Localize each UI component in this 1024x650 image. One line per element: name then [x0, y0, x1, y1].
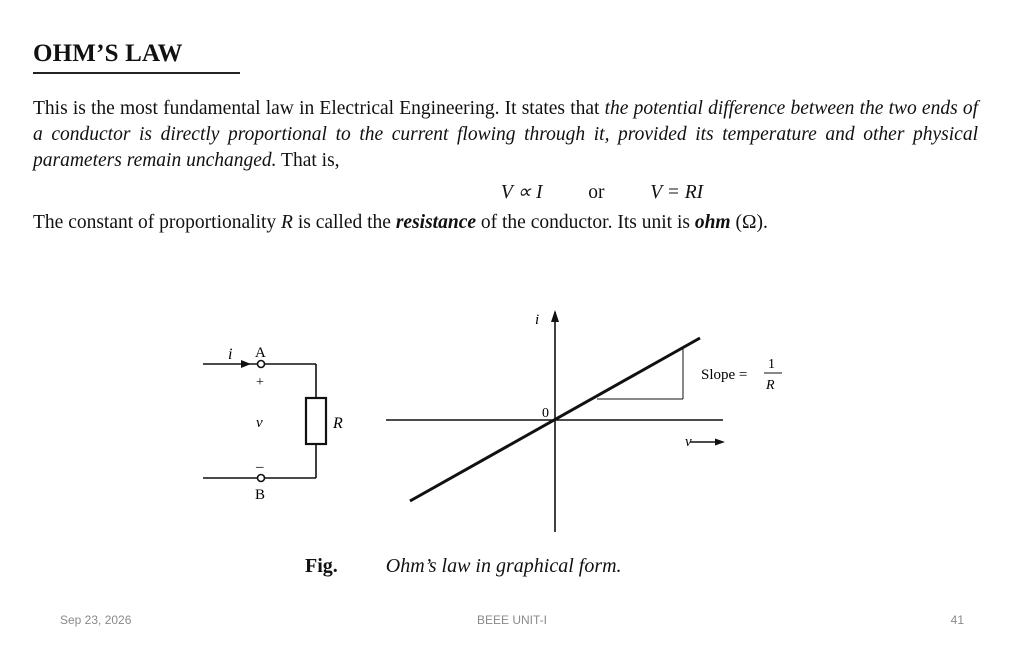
- y-axis-label: i: [535, 312, 540, 328]
- def-text-d: (Ω).: [730, 212, 768, 233]
- para-italic-statement: the potential difference between the two ends of a conductor is directly proportional to the current flowing through it, provided its temperature and other physical parameters remain unchanged.: [33, 98, 978, 171]
- node-a-label: A: [255, 345, 266, 361]
- caption-fig: Fig.: [305, 555, 338, 577]
- footer-date: Sep 23, 2026: [60, 613, 132, 627]
- y-axis-arrow-icon: [551, 310, 559, 322]
- ohms-law-formula: [0, 180, 1024, 204]
- figure-caption: [305, 555, 622, 578]
- origin-label: 0: [542, 406, 549, 421]
- resistor-symbol: [306, 398, 326, 444]
- caption-text: Ohm’s law in graphical form.: [385, 555, 622, 577]
- def-text-c: of the conductor. Its unit is: [476, 212, 695, 233]
- formula-equation: V = RI: [650, 182, 704, 203]
- resistance-definition: [33, 210, 983, 236]
- slope-label: Slope =: [701, 367, 748, 383]
- def-text-b: is called the: [292, 212, 396, 233]
- resistor-label: R: [333, 415, 343, 432]
- title-underline: [33, 72, 240, 74]
- footer-page-number: 41: [950, 613, 964, 627]
- node-b-label: B: [255, 487, 266, 503]
- current-arrow-icon: [241, 360, 251, 368]
- slope-denominator: R: [766, 378, 775, 393]
- para-text-1: This is the most fundamental law in Electrical Engineering. It states that: [33, 98, 605, 119]
- x-axis-label: v: [685, 434, 692, 450]
- voltage-label: v: [256, 415, 263, 431]
- plus-label: +: [256, 375, 264, 390]
- def-r-symbol: R: [281, 212, 293, 233]
- slope-numerator: 1: [768, 357, 775, 372]
- ohms-law-figure: [195, 300, 795, 545]
- formula-proportional: V ∝ I: [500, 182, 543, 203]
- def-text-a: The constant of proportionality: [33, 212, 282, 233]
- minus-label: –: [256, 459, 264, 475]
- def-ohm-term: ohm: [694, 212, 731, 233]
- iv-graph: [386, 310, 725, 532]
- resistor-circuit: [203, 360, 326, 482]
- intro-paragraph: [33, 96, 978, 174]
- para-text-end: That is,: [276, 150, 340, 171]
- formula-or: or: [588, 182, 605, 203]
- def-resistance-term: resistance: [395, 212, 477, 233]
- current-label: i: [228, 346, 233, 363]
- v-arrow-icon: [715, 439, 725, 446]
- footer-title: BEEE UNIT-I: [476, 613, 547, 627]
- slide-title: OHM’S LAW: [33, 40, 183, 67]
